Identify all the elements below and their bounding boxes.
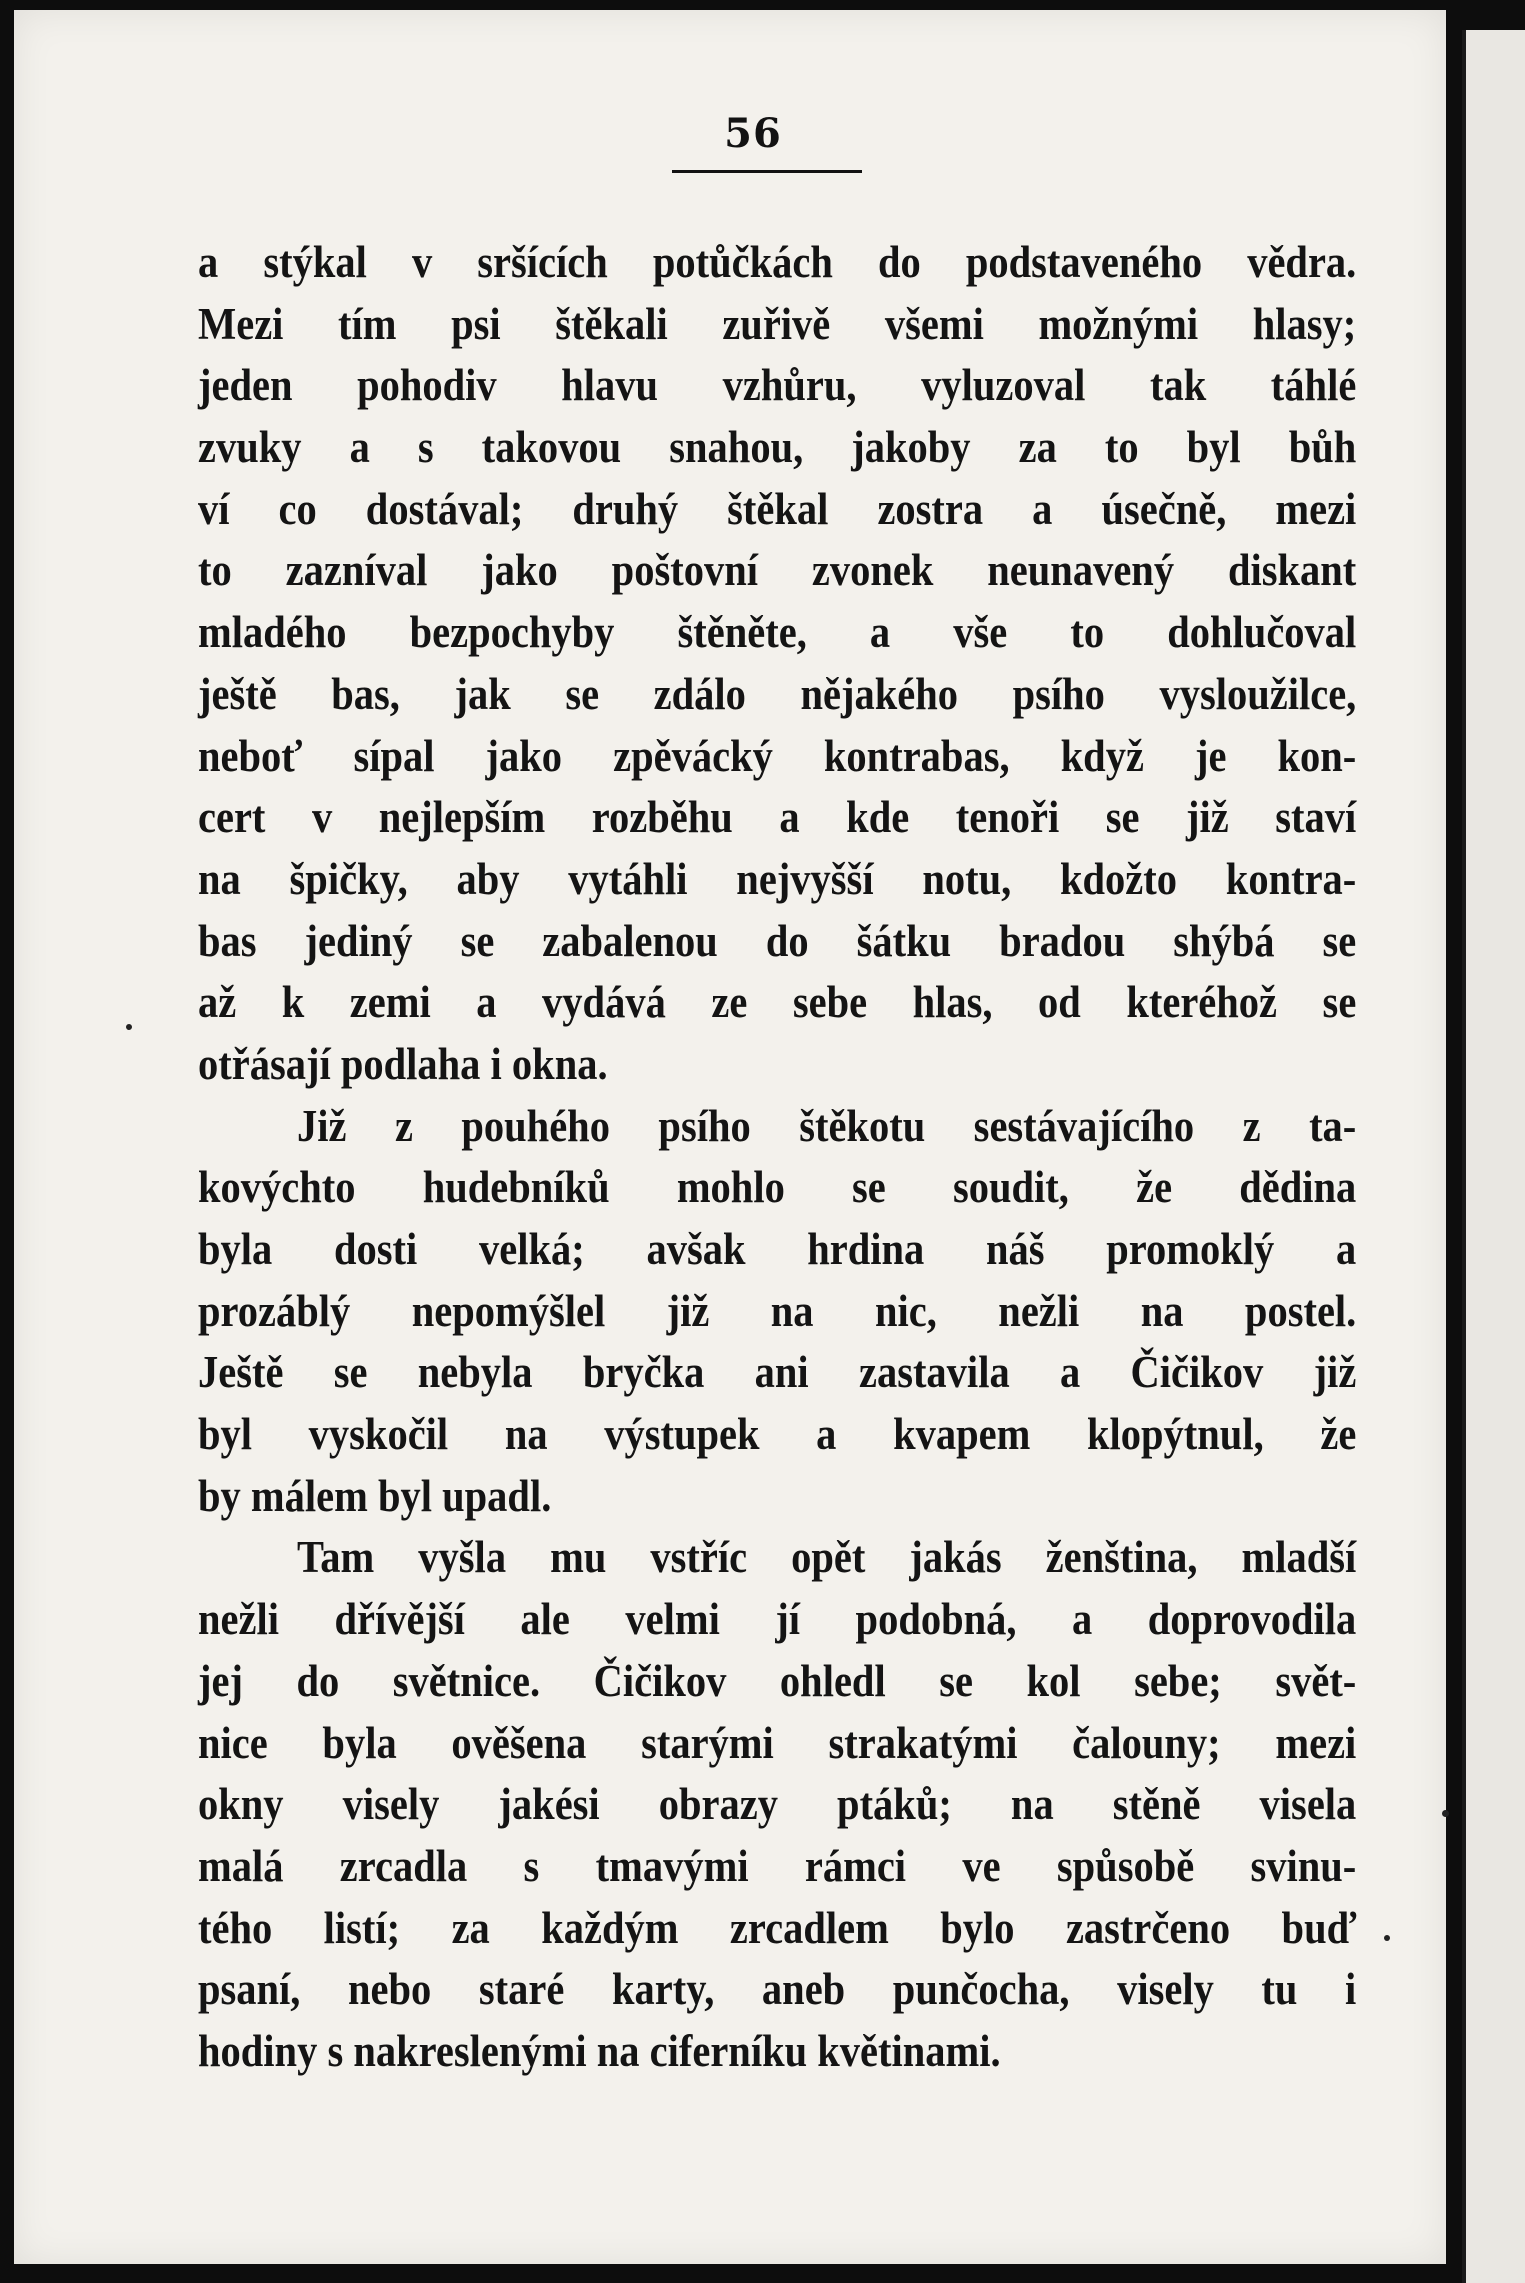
text-line: zvuky a s takovou snahou, jakoby za to byl bůh: [198, 422, 1357, 473]
text-line: psaní, nebo staré karty, aneb punčocha, visely tu i: [198, 1964, 1357, 2015]
text-line: malá zrcadla s tmavými rámci ve spůsobě svinu-: [198, 1840, 1357, 1891]
text-line: cert v nejlepším rozběhu a kde tenoři se již staví: [198, 792, 1357, 843]
book-page: [14, 10, 1446, 2264]
text-line: jej do světnice. Čičikov ohledl se kol sebe; svět-: [198, 1655, 1357, 1706]
scan-speck: [126, 1024, 132, 1030]
text-line: neboť sípal jako zpěvácký kontrabas, když je kon-: [198, 730, 1357, 781]
text-line: a stýkal v sršících potůčkách do podstaveného vědra.: [198, 237, 1357, 287]
text-line: ještě bas, jak se zdálo nějakého psího vysloužilce,: [198, 668, 1357, 719]
text-line: hodiny s nakreslenými na ciferníku květinami.: [198, 2025, 1001, 2076]
text-line: tého listí; za každým zrcadlem bylo zastrčeno buď: [198, 1902, 1357, 1953]
text-line: to zazníval jako poštovní zvonek neunavený diskant: [198, 545, 1357, 596]
page-number-rule: [672, 170, 862, 173]
text-line: by málem byl upadl.: [198, 1470, 552, 1521]
text-line: byla dosti velká; avšak hrdina náš promoklý a: [198, 1224, 1357, 1274]
text-line: kovýchto hudebníků mohlo se soudit, že dědina: [198, 1162, 1357, 1213]
text-line: otřásají podlaha i okna.: [198, 1038, 608, 1089]
text-line: až k zemi a vydává ze sebe hlas, od kteréhož se: [198, 977, 1357, 1028]
scan-speck: [1442, 1810, 1449, 1817]
text-line: mladého bezpochyby štěněte, a vše to dohlučoval: [198, 607, 1357, 658]
text-line: nice byla ověšena starými strakatými čalouny; mezi: [198, 1717, 1357, 1768]
text-line: Již z pouhého psího štěkotu sestávajícího z ta-: [297, 1100, 1357, 1151]
text-line: Tam vyšla mu vstříc opět jakás ženština, mladší: [297, 1532, 1357, 1583]
text-line: nežli dřívější ale velmi jí podobná, a doprovodila: [198, 1594, 1357, 1645]
text-line: bas jediný se zabalenou do šátku bradou shýbá se: [198, 915, 1357, 966]
text-line: ví co dostával; druhý štěkal zostra a úsečně, mezi: [198, 483, 1357, 534]
text-line: Mezi tím psi štěkali zuřivě všemi možnými hlasy;: [198, 298, 1357, 349]
scan-speck: [1384, 1935, 1390, 1941]
text-line: na špičky, aby vytáhli nejvyšší notu, kdožto kontra-: [198, 853, 1357, 904]
text-line: Ještě se nebyla bryčka ani zastavila a Čičikov již: [198, 1347, 1357, 1398]
adjacent-page-edge: [1462, 30, 1525, 2283]
text-line: okny visely jakési obrazy ptáků; na stěně visela: [198, 1779, 1357, 1830]
text-line: jeden pohodiv hlavu vzhůru, vyluzoval tak táhlé: [198, 360, 1357, 411]
body-text: [198, 232, 1357, 2083]
text-line: prozáblý nepomýšlel již na nic, nežli na postel.: [198, 1285, 1357, 1336]
page-number: 56: [724, 110, 782, 157]
text-line: byl vyskočil na výstupek a kvapem klopýtnul, že: [198, 1409, 1357, 1460]
